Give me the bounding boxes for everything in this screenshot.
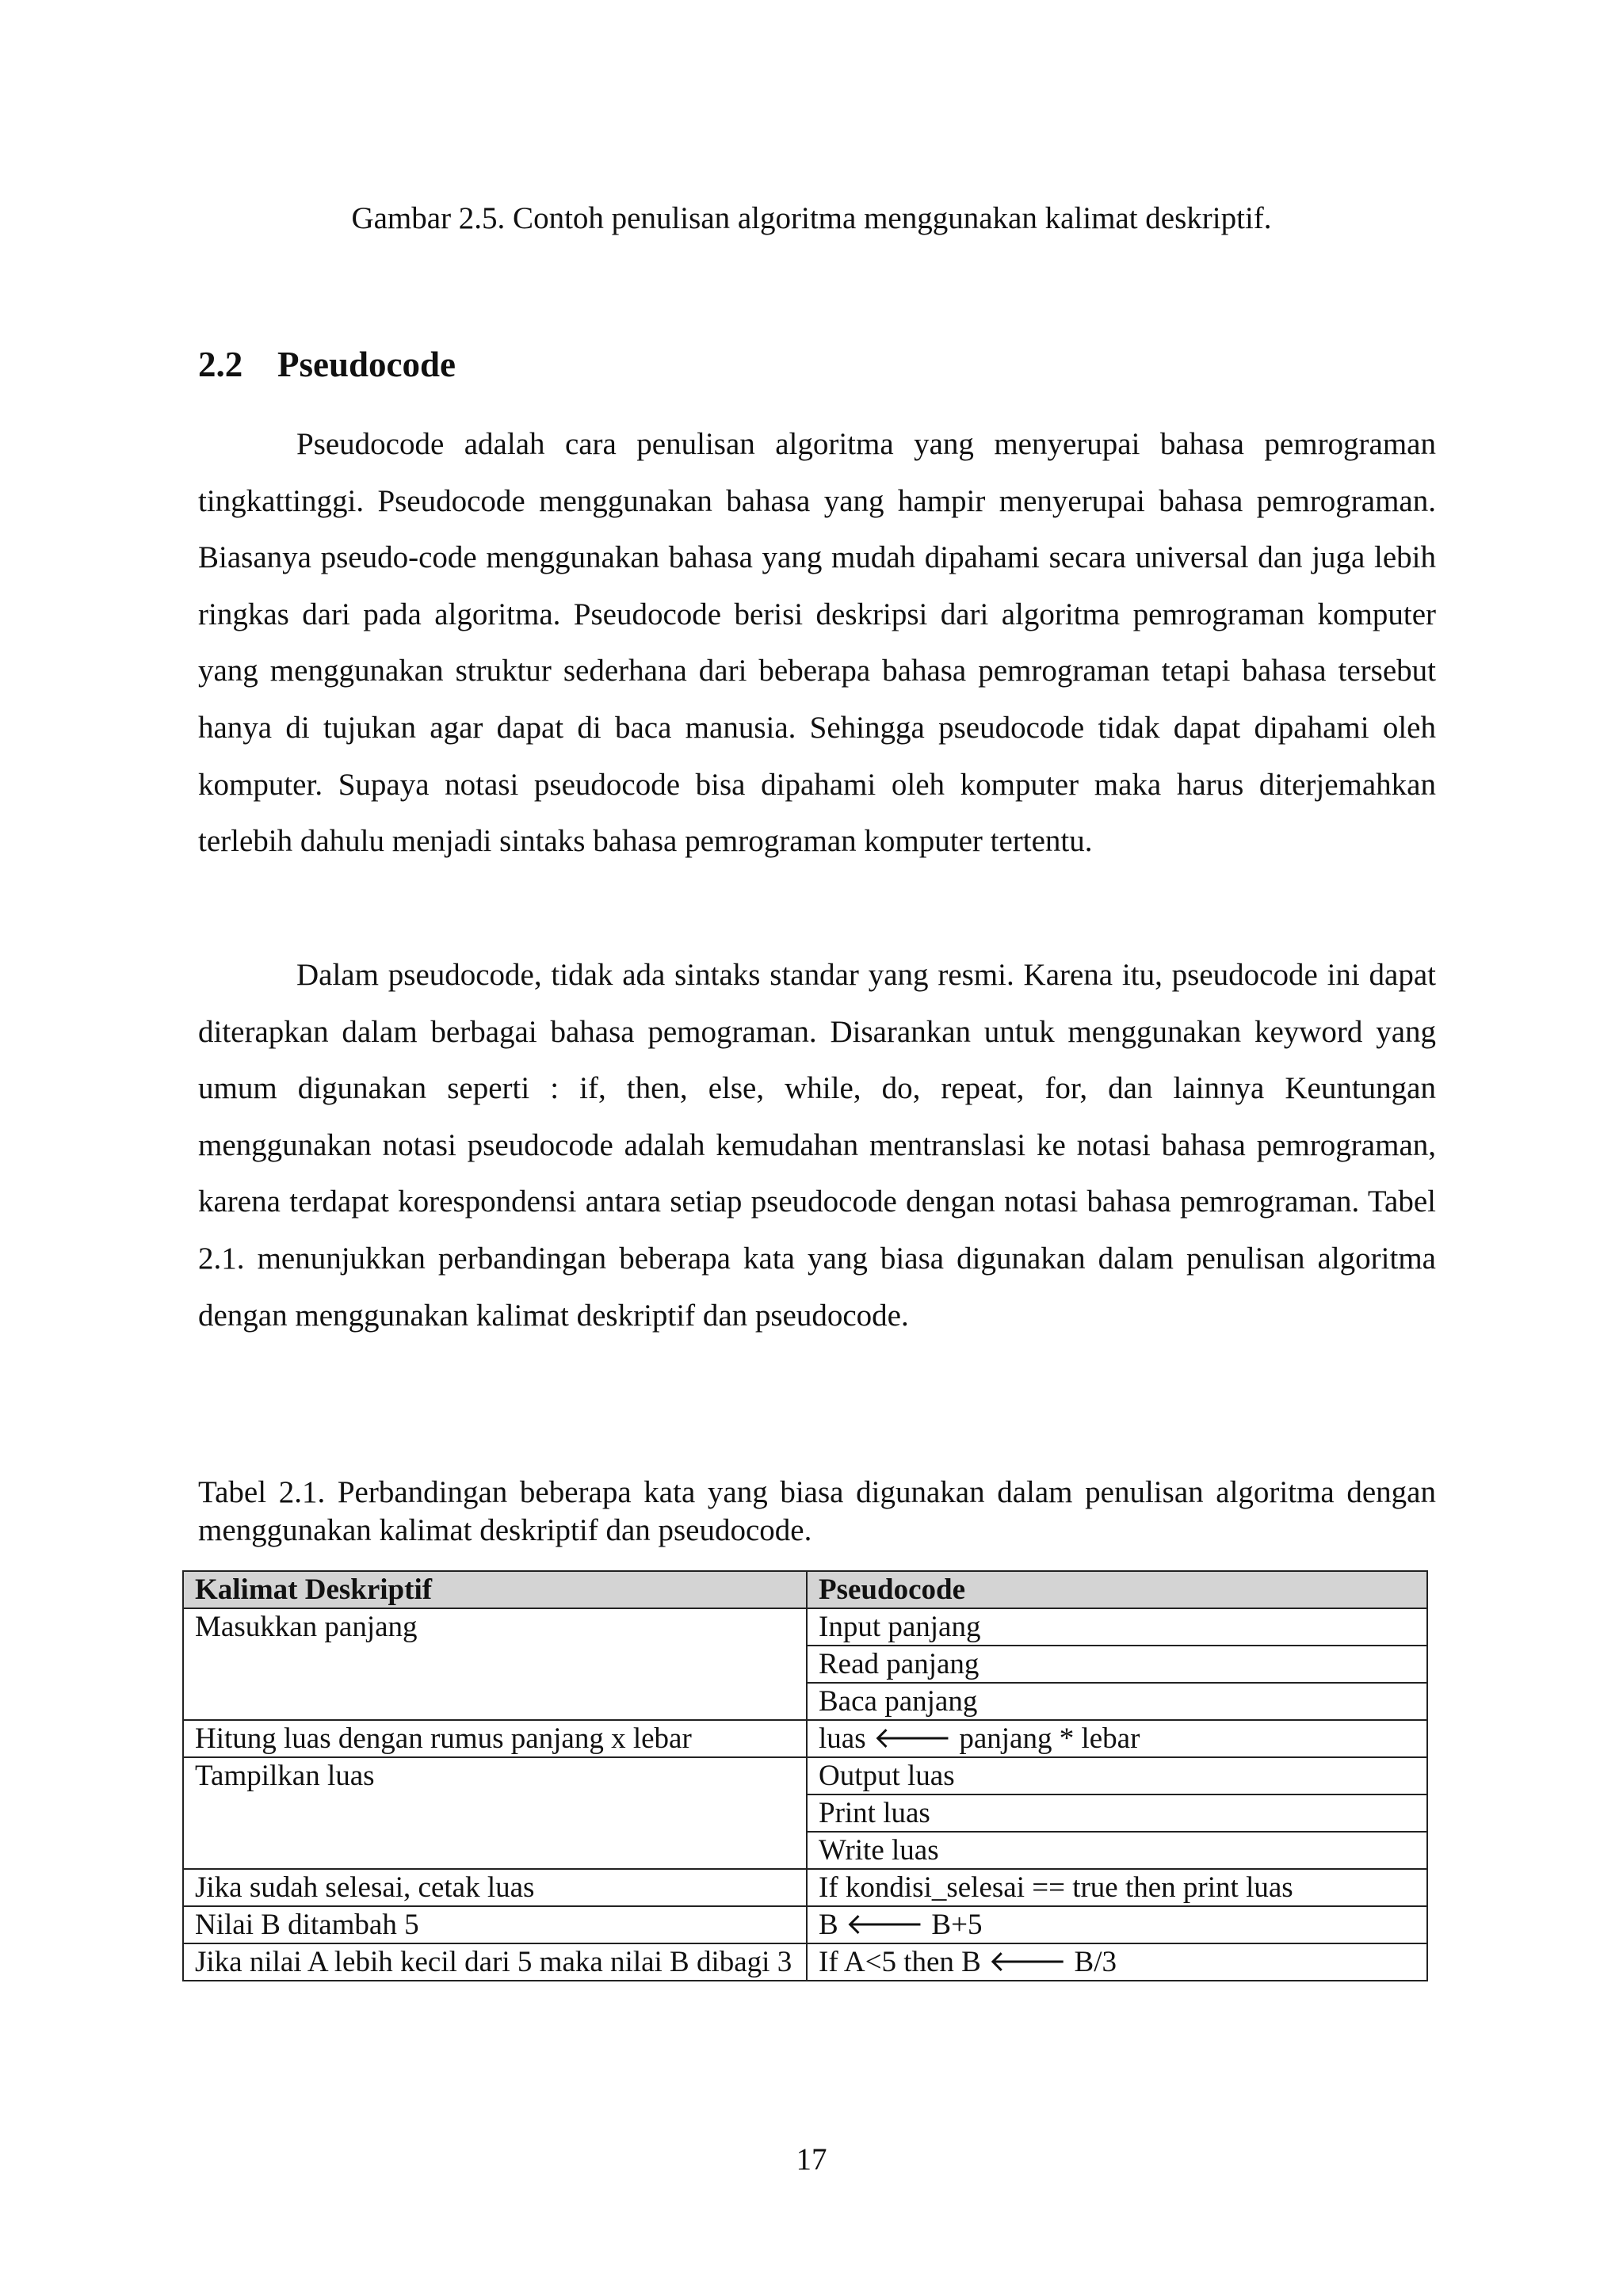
table-row	[183, 1832, 1427, 1869]
cell-pseudocode: Input panjang	[807, 1608, 1427, 1646]
cell-pseudocode: luas 🡐 panjang * lebar	[807, 1720, 1427, 1757]
cell-descriptive-empty	[183, 1683, 807, 1720]
table-row	[183, 1906, 1427, 1943]
cell-descriptive-empty	[183, 1794, 807, 1832]
cell-pseudocode: Write luas	[807, 1832, 1427, 1869]
cell-pseudocode: Read panjang	[807, 1646, 1427, 1683]
section-heading	[198, 341, 456, 388]
cell-descriptive: Nilai B ditambah 5	[183, 1906, 807, 1943]
page-number: 17	[796, 2142, 827, 2176]
cell-pseudocode: If kondisi_selesai == true then print luas	[807, 1869, 1427, 1906]
cell-descriptive-empty	[183, 1832, 807, 1869]
cell-pseudocode: If A<5 then B 🡐 B/3	[807, 1943, 1427, 1981]
section-title: Pseudocode	[277, 345, 456, 384]
comparison-table	[182, 1570, 1428, 1981]
paragraph-2: Dalam pseudocode, tidak ada sintaks standar yang resmi. Karena itu, pseudocode ini dapat diterapkan dalam berbagai bahasa pemograman. Disarankan untuk menggunakan keyword yang umum digunakan seperti : if, then, else, while, do, repeat, for, dan lainnya Keuntungan menggunakan notasi pseudocode adalah kemudahan mentranslasi ke notasi bahasa pemrograman, karena terdapat korespondensi antara setiap pseudocode dengan notasi bahasa pemrograman. Tabel 2.1. menunjukkan perbandingan beberapa kata yang biasa digunakan dalam penulisan algoritma dengan menggunakan kalimat deskriptif dan pseudocode.	[198, 958, 1436, 1333]
cell-descriptive: Hitung luas dengan rumus panjang x lebar	[183, 1720, 807, 1757]
table-row	[183, 1646, 1427, 1683]
table-row	[183, 1794, 1427, 1832]
cell-descriptive: Jika nilai A lebih kecil dari 5 maka nilai B dibagi 3	[183, 1943, 807, 1981]
header-descriptive: Kalimat Deskriptif	[183, 1571, 807, 1608]
figure-caption: Gambar 2.5. Contoh penulisan algoritma menggunakan kalimat deskriptif.	[351, 201, 1272, 235]
table-row	[183, 1757, 1427, 1794]
cell-descriptive: Jika sudah selesai, cetak luas	[183, 1869, 807, 1906]
header-pseudocode: Pseudocode	[807, 1571, 1427, 1608]
cell-pseudocode: B 🡐 B+5	[807, 1906, 1427, 1943]
table-row	[183, 1869, 1427, 1906]
paragraph-1: Pseudocode adalah cara penulisan algoritma yang menyerupai bahasa pemrograman tingkattinggi. Pseudocode menggunakan bahasa yang hampir menyerupai bahasa pemrograman. Biasanya pseudo-code menggunakan bahasa yang mudah dipahami secara universal dan juga lebih ringkas dari pada algoritma. Pseudocode berisi deskripsi dari algoritma pemrograman komputer yang menggunakan struktur sederhana dari beberapa bahasa pemrograman tetapi bahasa tersebut hanya di tujukan agar dapat di baca manusia. Sehingga pseudocode tidak dapat dipahami oleh komputer. Supaya notasi pseudocode bisa dipahami oleh komputer maka harus diterjemahkan terlebih dahulu menjadi sintaks bahasa pemrograman komputer tertentu.	[198, 427, 1436, 859]
cell-pseudocode: Baca panjang	[807, 1683, 1427, 1720]
cell-descriptive: Masukkan panjang	[183, 1608, 807, 1646]
cell-descriptive-empty	[183, 1646, 807, 1683]
cell-pseudocode: Print luas	[807, 1794, 1427, 1832]
table-row	[183, 1683, 1427, 1720]
table-header-row	[183, 1571, 1427, 1608]
cell-pseudocode: Output luas	[807, 1757, 1427, 1794]
cell-descriptive: Tampilkan luas	[183, 1757, 807, 1794]
section-number: 2.2	[198, 345, 243, 384]
table-row	[183, 1943, 1427, 1981]
table-caption: Tabel 2.1. Perbandingan beberapa kata yang biasa digunakan dalam penulisan algoritma dengan menggunakan kalimat deskriptif dan pseudocode.	[198, 1475, 1436, 1547]
table-row	[183, 1608, 1427, 1646]
table-row	[183, 1720, 1427, 1757]
